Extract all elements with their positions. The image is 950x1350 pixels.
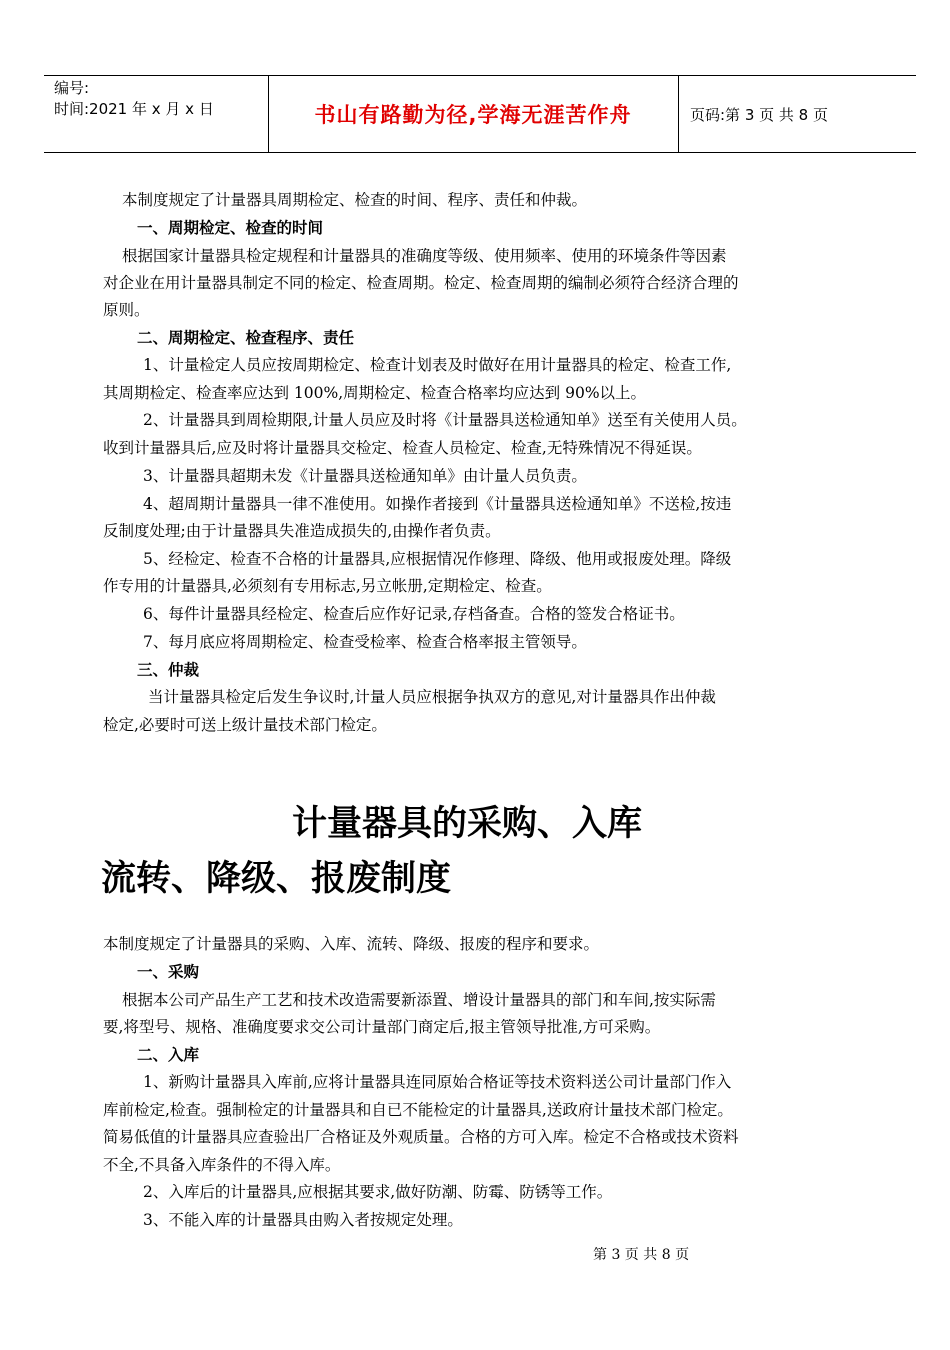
section2-item-2: 2、入库后的计量器具,应根据其要求,做好防潮、防霉、防锈等工作。 (143, 1183, 613, 1201)
section2-intro: 本制度规定了计量器具的采购、入库、流转、降级、报废的程序和要求。 (103, 935, 600, 953)
page-footer: 第 3 页 共 8 页 (593, 1247, 690, 1263)
section1-item-1-line-2: 其周期检定、检查率应达到 100%,周期检定、检查合格率均应达到 90%以上。 (103, 384, 647, 402)
section2-item-1-line-1: 1、新购计量器具入库前,应将计量器具连同原始合格证等技术资料送公司计量部门作入 (143, 1073, 732, 1091)
section2-paragraph-1-line-1: 根据本公司产品生产工艺和技术改造需要新添置、增设计量器具的部门和车间,按实际需 (122, 991, 716, 1009)
section1-paragraph-3-line-2: 检定,必要时可送上级计量技术部门检定。 (103, 716, 387, 734)
section2-heading-2: 二、入库 (137, 1046, 200, 1064)
section2-item-3: 3、不能入库的计量器具由购入者按规定处理。 (143, 1211, 463, 1229)
section2-title-line-2: 流转、降级、报废制度 (101, 859, 452, 899)
section1-intro: 本制度规定了计量器具周期检定、检查的时间、程序、责任和仲裁。 (122, 191, 588, 209)
section2-title-line-1: 计量器具的采购、入库 (292, 804, 643, 844)
section1-item-4-line-2: 反制度处理;由于计量器具失准造成损失的,由操作者负责。 (103, 522, 501, 540)
section1-item-2-line-2: 收到计量器具后,应及时将计量器具交检定、检查人员检定、检查,无特殊情况不得延误。 (103, 439, 702, 457)
section1-item-6: 6、每件计量器具经检定、检查后应作好记录,存档备查。合格的签发合格证书。 (143, 605, 685, 623)
section1-item-5-line-2: 作专用的计量器具,必须刻有专用标志,另立帐册,定期检定、检查。 (103, 577, 552, 595)
page-header (44, 75, 916, 153)
section1-paragraph-3-line-1: 当计量器具检定后发生争议时,计量人员应根据争执双方的意见,对计量器具作出仲裁 (148, 688, 716, 706)
section2-item-1-line-4: 不全,不具备入库条件的不得入库。 (103, 1156, 341, 1174)
section1-heading-1: 一、周期检定、检查的时间 (137, 219, 324, 237)
section1-paragraph-1-line-1: 根据国家计量器具检定规程和计量器具的准确度等级、使用频率、使用的环境条件等因素 (122, 247, 727, 265)
section2-heading-1: 一、采购 (137, 963, 200, 981)
section1-item-3: 3、计量器具超期未发《计量器具送检通知单》由计量人员负责。 (143, 467, 587, 485)
document-number-label: 编号: (54, 79, 90, 97)
section1-item-2-line-1: 2、计量器具到周检期限,计量人员应及时将《计量器具送检通知单》送至有关使用人员。 (143, 411, 747, 429)
section1-item-4-line-1: 4、超周期计量器具一律不准使用。如操作者接到《计量器具送检通知单》不送检,按违 (143, 495, 732, 513)
section1-heading-3: 三、仲裁 (137, 661, 200, 679)
header-motto: 书山有路勤为径,学海无涯苦作舟 (314, 103, 632, 127)
section2-paragraph-1-line-2: 要,将型号、规格、准确度要求交公司计量部门商定后,报主管领导批准,方可采购。 (103, 1018, 661, 1036)
header-meta (54, 78, 214, 120)
section2-item-1-line-2: 库前检定,检查。强制检定的计量器具和自已不能检定的计量器具,送政府计量技术部门检定。 (103, 1101, 733, 1119)
header-page-info: 页码:第 3 页 共 8 页 (690, 105, 828, 124)
section2-item-1-line-3: 简易低值的计量器具应查验出厂合格证及外观质量。合格的方可入库。检定不合格或技术资料 (103, 1128, 739, 1146)
section1-item-5-line-1: 5、经检定、检查不合格的计量器具,应根据情况作修理、降级、他用或报废处理。降级 (143, 550, 732, 568)
section1-paragraph-1-line-3: 原则。 (103, 301, 150, 319)
section1-heading-2: 二、周期检定、检查程序、责任 (137, 329, 355, 347)
section1-item-1-line-1: 1、计量检定人员应按周期检定、检查计划表及时做好在用计量器具的检定、检查工作, (143, 356, 732, 374)
document-time-label: 时间:2021 年 x 月 x 日 (54, 100, 214, 118)
header-divider-2 (678, 76, 679, 152)
section1-paragraph-1-line-2: 对企业在用计量器具制定不同的检定、检查周期。检定、检查周期的编制必须符合经济合理的 (103, 274, 739, 292)
section1-item-7: 7、每月底应将周期检定、检查受检率、检查合格率报主管领导。 (143, 633, 587, 651)
